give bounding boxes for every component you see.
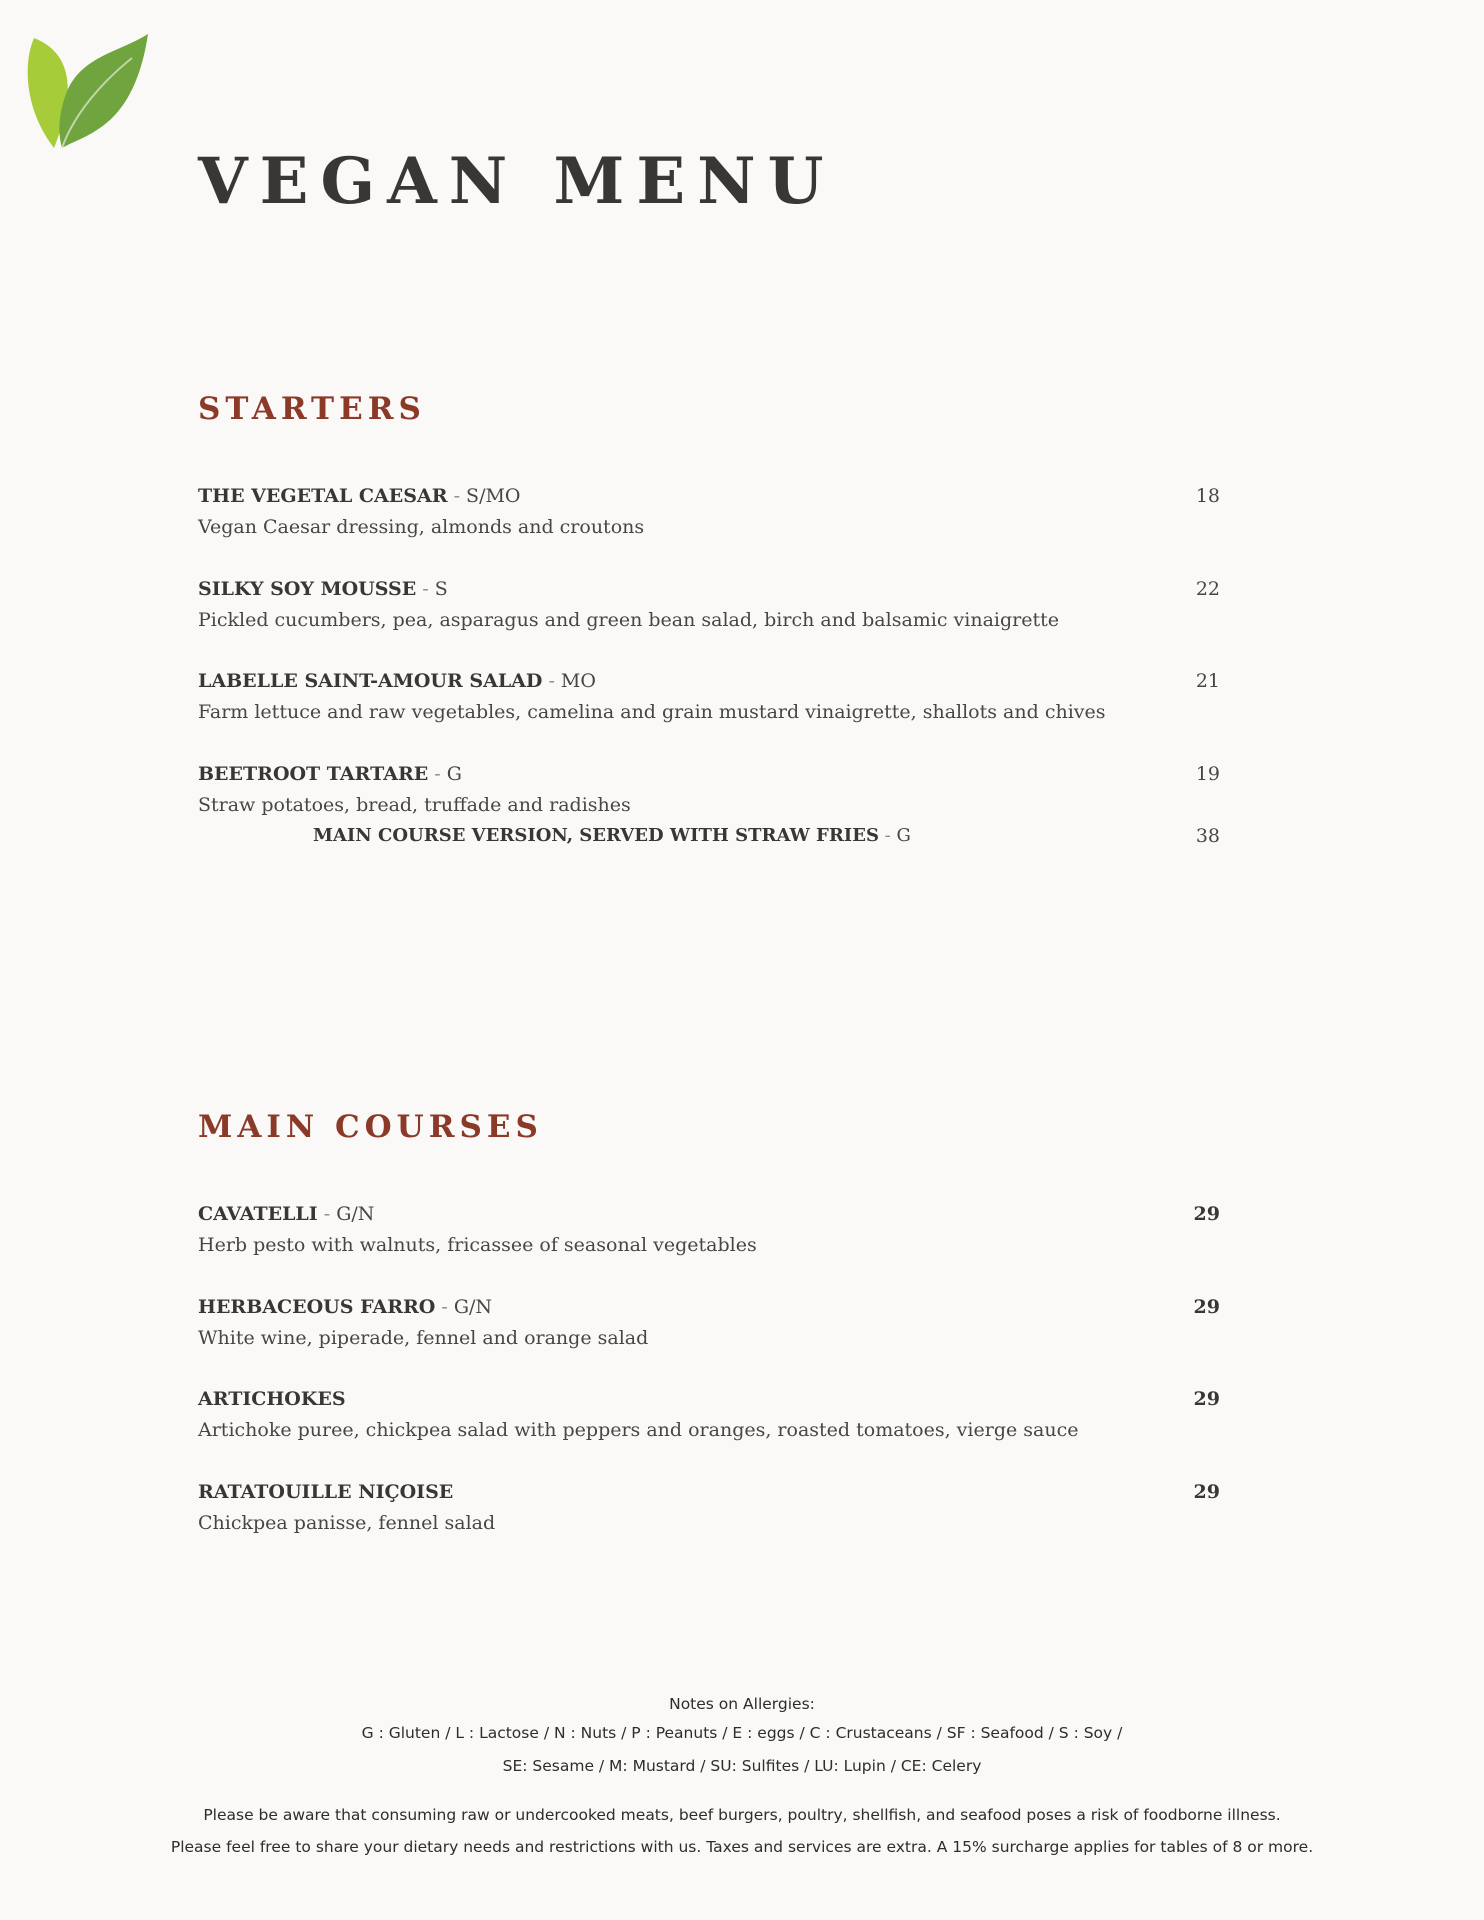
item-description: Chickpea panisse, fennel salad [198,1512,496,1534]
foodborne-illness-notice: Please be aware that consuming raw or undercooked meats, beef burgers, poultry, shellfish, and seafood poses a risk of foodborne illness. [203,1806,1281,1824]
item-description: Vegan Caesar dressing, almonds and croutons [198,516,645,538]
menu-item-artichokes [198,1386,1222,1443]
item-price: 29 [1193,1481,1220,1503]
item-name: RATATOUILLE NIÇOISE [198,1481,454,1503]
item-separator: - [447,485,467,507]
menu-item-vegetal-caesar [198,483,1222,540]
menu-item-silky-soy-mousse [198,576,1222,633]
menu-item-ratatouille-nicoise [198,1479,1222,1536]
item-price: 29 [1193,1296,1220,1318]
subitem-name: MAIN COURSE VERSION, SERVED WITH STRAW FRIES [313,825,879,846]
item-allergen-tags: S [434,578,448,600]
item-description: Farm lettuce and raw vegetables, camelina and grain mustard vinaigrette, shallots and chives [198,701,1106,723]
item-separator: - [317,1203,337,1225]
menu-title: VEGAN MENU [198,144,836,219]
item-price: 18 [1195,485,1220,507]
subitem-price: 38 [1195,825,1220,847]
item-price: 19 [1195,763,1220,785]
item-description: Straw potatoes, bread, truffade and radishes [198,794,631,816]
allergy-legend-line-2: SE: Sesame / M: Mustard / SU: Sulfites / LU: Lupin / CE: Celery [502,1757,982,1775]
item-separator: - [435,1296,454,1318]
item-separator: - [416,578,435,600]
item-price: 29 [1193,1203,1220,1225]
item-allergen-tags: G/N [453,1296,493,1318]
item-price: 22 [1195,578,1220,600]
item-name: HERBACEOUS FARRO [198,1296,436,1318]
item-description: White wine, piperade, fennel and orange salad [198,1327,649,1349]
allergy-notes [0,1692,1484,1783]
item-separator: - [878,825,897,846]
item-price: 21 [1195,670,1220,692]
menu-subitem-main-course-version [198,823,1222,849]
item-name: BEETROOT TARTARE [198,763,429,785]
item-allergen-tags: G/N [336,1203,375,1225]
item-price: 29 [1193,1388,1220,1410]
item-description: Artichoke puree, chickpea salad with peppers and oranges, roasted tomatoes, vierge sauce [198,1419,1079,1441]
item-name: SILKY SOY MOUSSE [198,578,417,600]
section-title-main-courses: MAIN COURSES [198,1109,543,1145]
item-description: Pickled cucumbers, pea, asparagus and green bean salad, birch and balsamic vinaigrette [198,609,1060,631]
item-allergen-tags: S/MO [466,485,521,507]
item-allergen-tags: MO [560,670,596,692]
item-name: LABELLE SAINT-AMOUR SALAD [198,670,543,692]
item-name: CAVATELLI [198,1203,318,1225]
dietary-needs-notice: Please feel free to share your dietary needs and restrictions with us. Taxes and services are extra. A 15% surcharge applies for tables of 8 or more. [170,1838,1314,1856]
menu-item-herbaceous-farro [198,1294,1222,1351]
item-allergen-tags: G [896,825,911,846]
section-title-starters: STARTERS [198,391,426,427]
menu-item-beetroot-tartare [198,761,1222,849]
disclaimer [0,1799,1484,1863]
item-separator: - [428,763,447,785]
item-name: THE VEGETAL CAESAR [198,485,448,507]
menu-item-cavatelli [198,1201,1222,1258]
item-name: ARTICHOKES [198,1388,346,1410]
allergy-notes-title: Notes on Allergies: [669,1695,815,1713]
item-separator: - [542,670,561,692]
item-allergen-tags: G [446,763,462,785]
allergy-legend-line-1: G : Gluten / L : Lactose / N : Nuts / P : Peanuts / E : eggs / C : Crustaceans / SF : Seafood / S : Soy / [361,1724,1123,1742]
menu-item-labelle-saint-amour-salad [198,668,1222,725]
leaf-icon [24,30,154,154]
item-description: Herb pesto with walnuts, fricassee of seasonal vegetables [198,1234,757,1256]
